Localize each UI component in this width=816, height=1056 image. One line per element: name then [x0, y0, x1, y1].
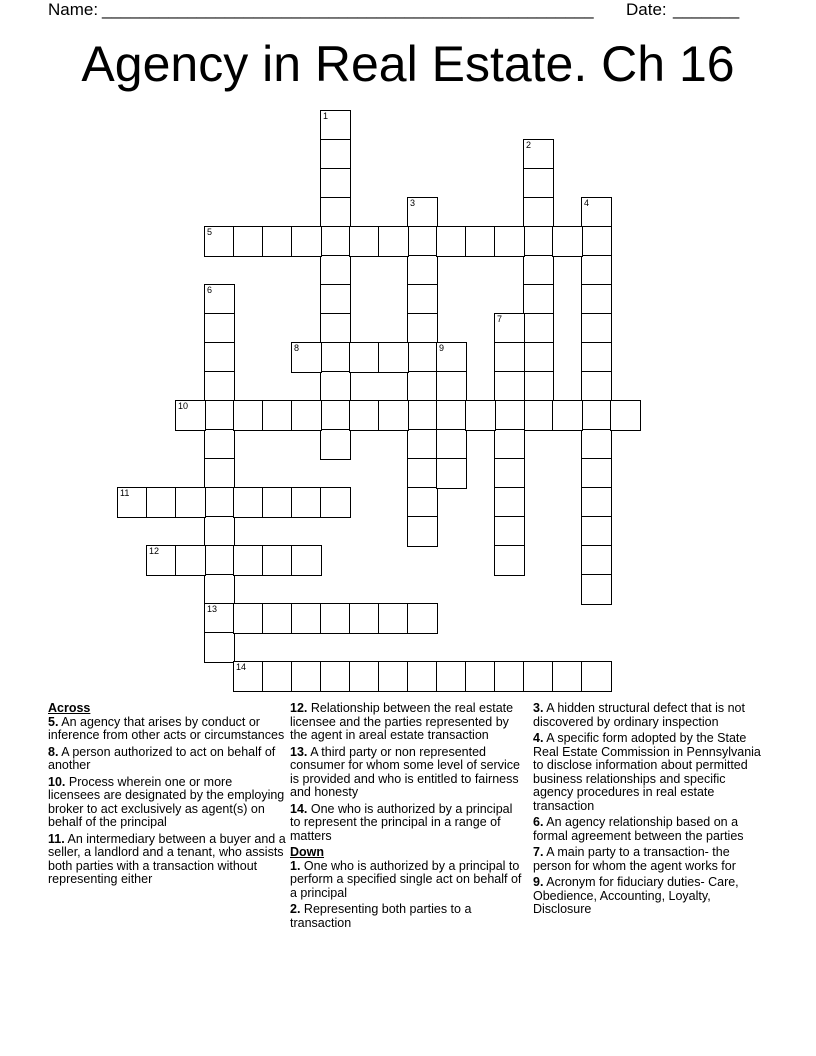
grid-cell[interactable] — [552, 400, 583, 431]
grid-cell[interactable] — [262, 545, 293, 576]
grid-cell[interactable] — [320, 226, 351, 257]
cell-number: 12 — [149, 546, 160, 556]
grid-cell[interactable] — [320, 371, 351, 402]
grid-cell[interactable] — [581, 487, 612, 518]
grid-cell[interactable] — [523, 400, 554, 431]
grid-cell[interactable] — [204, 574, 235, 605]
clue-number: 4. — [533, 731, 544, 745]
grid-cell[interactable] — [204, 603, 235, 634]
grid-cell[interactable] — [436, 342, 467, 373]
grid-cell[interactable] — [494, 371, 525, 402]
grid-cell[interactable] — [204, 487, 235, 518]
grid-cell[interactable] — [262, 487, 293, 518]
grid-cell[interactable] — [320, 197, 351, 228]
grid-cell[interactable] — [581, 661, 612, 692]
clue-down-4 — [533, 732, 765, 813]
clue-number: 13. — [290, 744, 308, 759]
grid-cell[interactable] — [523, 342, 554, 373]
cell-number: 6 — [207, 285, 213, 295]
grid-cell[interactable] — [581, 516, 612, 547]
grid-cell[interactable] — [204, 400, 235, 431]
name-blank-line[interactable]: ____________________________________________________ — [102, 0, 594, 19]
grid-cell[interactable] — [349, 661, 380, 692]
grid-cell[interactable] — [320, 139, 351, 170]
grid-cell[interactable] — [320, 342, 351, 373]
date-label: Date: — [626, 0, 667, 19]
grid-cell[interactable] — [204, 632, 235, 663]
grid-cell[interactable] — [204, 284, 235, 315]
grid-cell[interactable] — [494, 342, 525, 373]
grid-cell[interactable] — [407, 429, 438, 460]
clue-text: An agency relationship based on a formal agreement between the parties — [533, 815, 744, 843]
grid-cell[interactable] — [610, 400, 641, 431]
grid-cell[interactable] — [175, 487, 206, 518]
grid-cell[interactable] — [233, 226, 264, 257]
grid-cell[interactable] — [494, 458, 525, 489]
cell-number: 4 — [584, 198, 590, 208]
grid-cell[interactable] — [146, 487, 177, 518]
clue-across-10 — [48, 776, 286, 830]
clue-across-14 — [290, 803, 526, 844]
grid-cell[interactable] — [494, 226, 525, 257]
grid-cell[interactable] — [523, 661, 554, 692]
grid-cell[interactable] — [523, 139, 554, 170]
grid-cell[interactable] — [407, 342, 438, 373]
grid-cell[interactable] — [581, 197, 612, 228]
grid-cell[interactable] — [262, 226, 293, 257]
grid-cell[interactable] — [465, 400, 496, 431]
grid-cell[interactable] — [552, 661, 583, 692]
grid-cell[interactable] — [117, 487, 148, 518]
clue-number: 3. — [533, 701, 544, 715]
grid-cell[interactable] — [378, 342, 409, 373]
grid-cell[interactable] — [204, 313, 235, 344]
cell-number: 13 — [207, 604, 218, 614]
grid-cell[interactable] — [581, 226, 612, 257]
clue-text: One who is authorized by a principal to represent the principal in a range of matters — [290, 801, 513, 843]
grid-cell[interactable] — [378, 603, 409, 634]
grid-cell[interactable] — [581, 342, 612, 373]
grid-cell[interactable] — [262, 603, 293, 634]
grid-cell[interactable] — [494, 545, 525, 576]
grid-cell[interactable] — [465, 226, 496, 257]
cell-number: 7 — [497, 314, 503, 324]
grid-cell[interactable] — [291, 603, 322, 634]
grid-cell[interactable] — [465, 661, 496, 692]
grid-cell[interactable] — [320, 168, 351, 199]
clue-text: A main party to a transaction- the person for whom the agent works for — [533, 845, 736, 873]
clue-across-5 — [48, 716, 286, 743]
clue-text: One who is authorized by a principal to perform a specified single act on behalf of a principal — [290, 858, 522, 900]
grid-cell[interactable] — [494, 661, 525, 692]
grid-cell[interactable] — [523, 226, 554, 257]
grid-cell[interactable] — [581, 284, 612, 315]
across-heading: Across — [48, 701, 91, 715]
clue-across-13 — [290, 746, 526, 800]
clue-text: A person authorized to act on behalf of another — [48, 744, 276, 772]
grid-cell[interactable] — [436, 400, 467, 431]
grid-cell[interactable] — [320, 110, 351, 141]
clue-number: 5. — [48, 714, 59, 729]
clue-number: 8. — [48, 744, 59, 759]
clue-text: Process wherein one or more licensees are designated by the employing broker to act exclusively as agent(s) on behalf of the principal — [48, 774, 285, 829]
grid-cell[interactable] — [349, 342, 380, 373]
grid-cell[interactable] — [204, 371, 235, 402]
grid-cell[interactable] — [523, 197, 554, 228]
cell-number: 2 — [526, 140, 532, 150]
grid-cell[interactable] — [204, 226, 235, 257]
grid-cell[interactable] — [349, 226, 380, 257]
grid-cell[interactable] — [204, 429, 235, 460]
clue-across-8 — [48, 746, 286, 773]
grid-cell[interactable] — [204, 458, 235, 489]
grid-cell[interactable] — [407, 197, 438, 228]
clues-column-2 — [290, 702, 526, 933]
grid-cell[interactable] — [291, 545, 322, 576]
grid-cell[interactable] — [523, 284, 554, 315]
grid-cell[interactable] — [581, 545, 612, 576]
grid-cell[interactable] — [523, 168, 554, 199]
clue-number: 11. — [48, 831, 65, 846]
clues-column-3 — [533, 702, 765, 920]
clue-down-9 — [533, 876, 765, 917]
grid-cell[interactable] — [581, 429, 612, 460]
page-title: Agency in Real Estate. Ch 16 — [81, 36, 735, 92]
cell-number: 9 — [439, 343, 445, 353]
grid-cell[interactable] — [436, 458, 467, 489]
grid-cell[interactable] — [581, 458, 612, 489]
clue-number: 14. — [290, 801, 308, 816]
grid-cell[interactable] — [204, 516, 235, 547]
grid-cell[interactable] — [233, 661, 264, 692]
grid-cell[interactable] — [552, 226, 583, 257]
grid-cell[interactable] — [349, 400, 380, 431]
clue-text: An agency that arises by conduct or inference from other acts or circumstances — [48, 714, 285, 742]
grid-cell[interactable] — [262, 661, 293, 692]
cell-number: 5 — [207, 227, 213, 237]
down-heading: Down — [290, 845, 325, 859]
grid-cell[interactable] — [291, 400, 322, 431]
grid-cell[interactable] — [436, 371, 467, 402]
clue-text: Relationship between the real estate licensee and the parties represented by the agent in areal estate transaction — [290, 701, 514, 742]
grid-cell[interactable] — [233, 603, 264, 634]
grid-cell[interactable] — [175, 545, 206, 576]
grid-cell[interactable] — [581, 313, 612, 344]
clue-down-7 — [533, 846, 765, 873]
grid-cell[interactable] — [407, 313, 438, 344]
clue-number: 2. — [290, 902, 301, 916]
grid-cell[interactable] — [581, 400, 612, 431]
grid-cell[interactable] — [291, 342, 322, 373]
grid-cell[interactable] — [204, 545, 235, 576]
cell-number: 11 — [120, 488, 130, 498]
grid-cell[interactable] — [320, 429, 351, 460]
clue-number: 6. — [533, 815, 544, 829]
grid-cell[interactable] — [436, 661, 467, 692]
clue-number: 7. — [533, 845, 544, 859]
clues-column-1 — [48, 702, 286, 890]
clue-number: 10. — [48, 774, 66, 789]
grid-cell[interactable] — [320, 603, 351, 634]
grid-cell[interactable] — [146, 545, 177, 576]
grid-cell[interactable] — [320, 313, 351, 344]
grid-cell[interactable] — [494, 313, 525, 344]
grid-cell[interactable] — [581, 574, 612, 605]
grid-cell[interactable] — [407, 255, 438, 286]
grid-cell[interactable] — [233, 487, 264, 518]
grid-cell[interactable] — [523, 313, 554, 344]
clue-down-6 — [533, 816, 765, 843]
grid-cell[interactable] — [407, 661, 438, 692]
grid-cell[interactable] — [494, 429, 525, 460]
grid-cell[interactable] — [175, 400, 206, 431]
grid-cell[interactable] — [581, 255, 612, 286]
grid-cell[interactable] — [407, 400, 438, 431]
clue-text: Representing both parties to a transaction — [290, 902, 472, 930]
grid-cell[interactable] — [407, 371, 438, 402]
clue-text: A specific form adopted by the State Real Estate Commission in Pennsylvania to disclose information about permitted business relationships and specific agency procedures in real estate transaction — [533, 731, 761, 813]
grid-cell[interactable] — [436, 429, 467, 460]
clue-number: 1. — [290, 858, 301, 873]
grid-cell[interactable] — [233, 545, 264, 576]
grid-cell[interactable] — [523, 371, 554, 402]
clue-down-3 — [533, 702, 765, 729]
grid-cell[interactable] — [233, 400, 264, 431]
cell-number: 1 — [323, 111, 329, 121]
grid-cell[interactable] — [407, 458, 438, 489]
grid-cell[interactable] — [349, 603, 380, 634]
cell-number: 10 — [178, 401, 189, 411]
grid-cell[interactable] — [494, 400, 525, 431]
grid-cell[interactable] — [494, 516, 525, 547]
grid-cell[interactable] — [291, 661, 322, 692]
clue-across-12 — [290, 702, 526, 743]
cell-number: 3 — [410, 198, 416, 208]
grid-cell[interactable] — [320, 661, 351, 692]
grid-cell[interactable] — [581, 371, 612, 402]
grid-cell[interactable] — [291, 487, 322, 518]
grid-cell[interactable] — [320, 487, 351, 518]
grid-cell[interactable] — [378, 226, 409, 257]
grid-cell[interactable] — [407, 226, 438, 257]
clue-number: 12. — [290, 701, 308, 715]
grid-cell[interactable] — [407, 516, 438, 547]
grid-cell[interactable] — [407, 603, 438, 634]
name-label: Name: — [48, 0, 99, 19]
grid-cell[interactable] — [204, 342, 235, 373]
clue-number: 9. — [533, 875, 544, 889]
grid-cell[interactable] — [320, 284, 351, 315]
clue-down-2 — [290, 903, 526, 930]
grid-cell[interactable] — [320, 255, 351, 286]
grid-cell[interactable] — [407, 487, 438, 518]
grid-cell[interactable] — [262, 400, 293, 431]
grid-cell[interactable] — [494, 487, 525, 518]
clue-text: Acronym for fiduciary duties- Care, Obedience, Accounting, Loyalty, Disclosure — [533, 875, 739, 916]
clue-across-11 — [48, 833, 286, 887]
grid-cell[interactable] — [291, 226, 322, 257]
cell-number: 14 — [236, 662, 247, 672]
date-blank-line[interactable]: _______ — [673, 0, 740, 19]
grid-cell[interactable] — [523, 255, 554, 286]
clue-text: A third party or non represented consumer for whom some level of service is provided and who is entitled to fairness and honesty — [290, 744, 520, 799]
grid-cell[interactable] — [407, 284, 438, 315]
grid-cell[interactable] — [436, 226, 467, 257]
clue-text: A hidden structural defect that is not discovered by ordinary inspection — [533, 701, 745, 729]
grid-cell[interactable] — [378, 400, 409, 431]
cell-number: 8 — [294, 343, 300, 353]
clue-down-1 — [290, 860, 526, 901]
grid-cell[interactable] — [378, 661, 409, 692]
clue-text: An intermediary between a buyer and a seller, a landlord and a tenant, who assists both parties with a transaction without representing either — [48, 831, 286, 886]
grid-cell[interactable] — [320, 400, 351, 431]
